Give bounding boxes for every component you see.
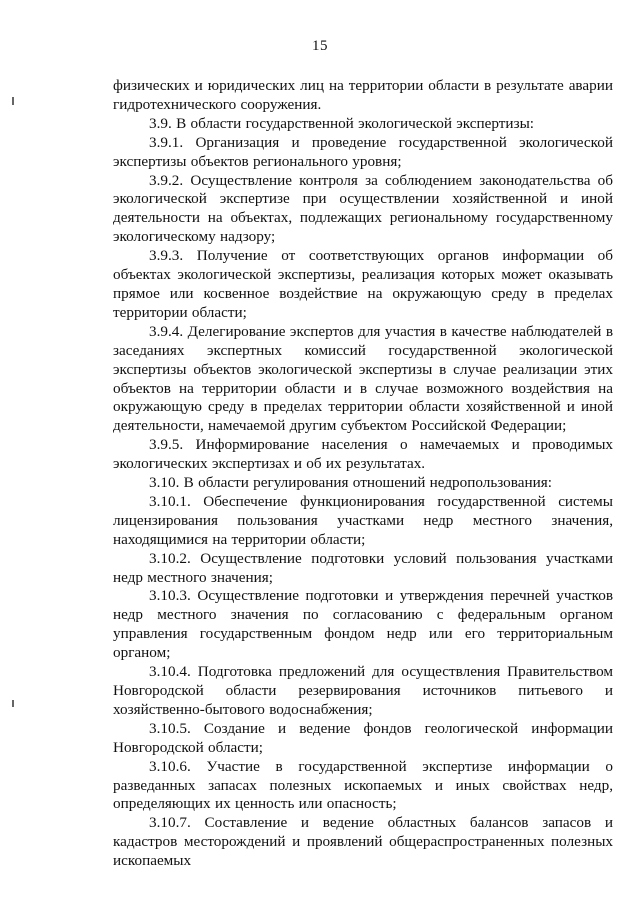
paragraph-3-10-1: 3.10.1. Обеспечение функционирования государственной системы лицензирования пользования участками недр местного значения, находящимися на территории области;	[113, 492, 613, 548]
paragraph-3-9-2: 3.9.2. Осуществление контроля за соблюдением законодательства об экологической экспертизе при осуществлении хозяйственной и иной деятельности на объектах, подлежащих региональному государственному экологическому надзору;	[113, 171, 613, 246]
paragraph-3-10-6: 3.10.6. Участие в государственной экспертизе информации о разведанных запасах полезных ископаемых и иных свойствах недр, определяющих их ценность или опасность;	[113, 757, 613, 813]
paragraph-3-10-7: 3.10.7. Составление и ведение областных балансов запасов и кадастров месторождений и проявлений общераспространенных полезных ископаемых	[113, 814, 613, 870]
paragraph-3-9: 3.9. В области государственной экологической экспертизы:	[149, 114, 534, 132]
paragraph-3-10-4: 3.10.4. Подготовка предложений для осуществления Правительством Новгородской области резервирования источников питьевого и хозяйственно-бытового водоснабжения;	[113, 663, 613, 718]
page-number: 15	[312, 38, 328, 54]
scan-mark-left-top	[12, 97, 14, 105]
paragraph-3-10: 3.10. В области регулирования отношений недропользования:	[149, 474, 552, 492]
paragraph-3-9-5: 3.9.5. Информирование населения о намечаемых и проводимых экологических экспертизах и об их результатах.	[113, 436, 613, 473]
paragraph-continuation: физических и юридических лиц на территории области в результате аварии гидротехнического сооружения.	[113, 77, 613, 113]
paragraph-3-9-3: 3.9.3. Получение от соответствующих органов информации об объектах экологической экспертизы, реализация которых может оказывать прямое или косвенное воздействие на окружающую среду в пределах территории области;	[113, 247, 613, 321]
paragraph-3-9-4: 3.9.4. Делегирование экспертов для участия в качестве наблюдателей в заседаниях экспертных комиссий государственной экологической экспертизы объектов экологической экспертизы в случае реализации этих объектов на территории области и в случае возможного воздействия на окружающую среду в пределах территории области хозяйственной и иной деятельности, намечаемой другим субъектом Российской Федерации;	[113, 322, 613, 435]
paragraph-3-10-5: 3.10.5. Создание и ведение фондов геологической информации Новгородской области;	[113, 719, 613, 756]
paragraph-3-10-3: 3.10.3. Осуществление подготовки и утверждения перечней участков недр местного значения по согласованию с федеральным органом управления государственным фондом недр или его территориальным органом;	[113, 587, 613, 662]
paragraph-3-9-1: 3.9.1. Организация и проведение государственной экологической экспертизы объектов регионального уровня;	[113, 133, 613, 170]
scan-mark-left-middle	[12, 700, 14, 707]
document-body	[113, 77, 613, 871]
paragraph-3-10-2: 3.10.2. Осуществление подготовки условий пользования участками недр местного значения;	[113, 549, 613, 586]
